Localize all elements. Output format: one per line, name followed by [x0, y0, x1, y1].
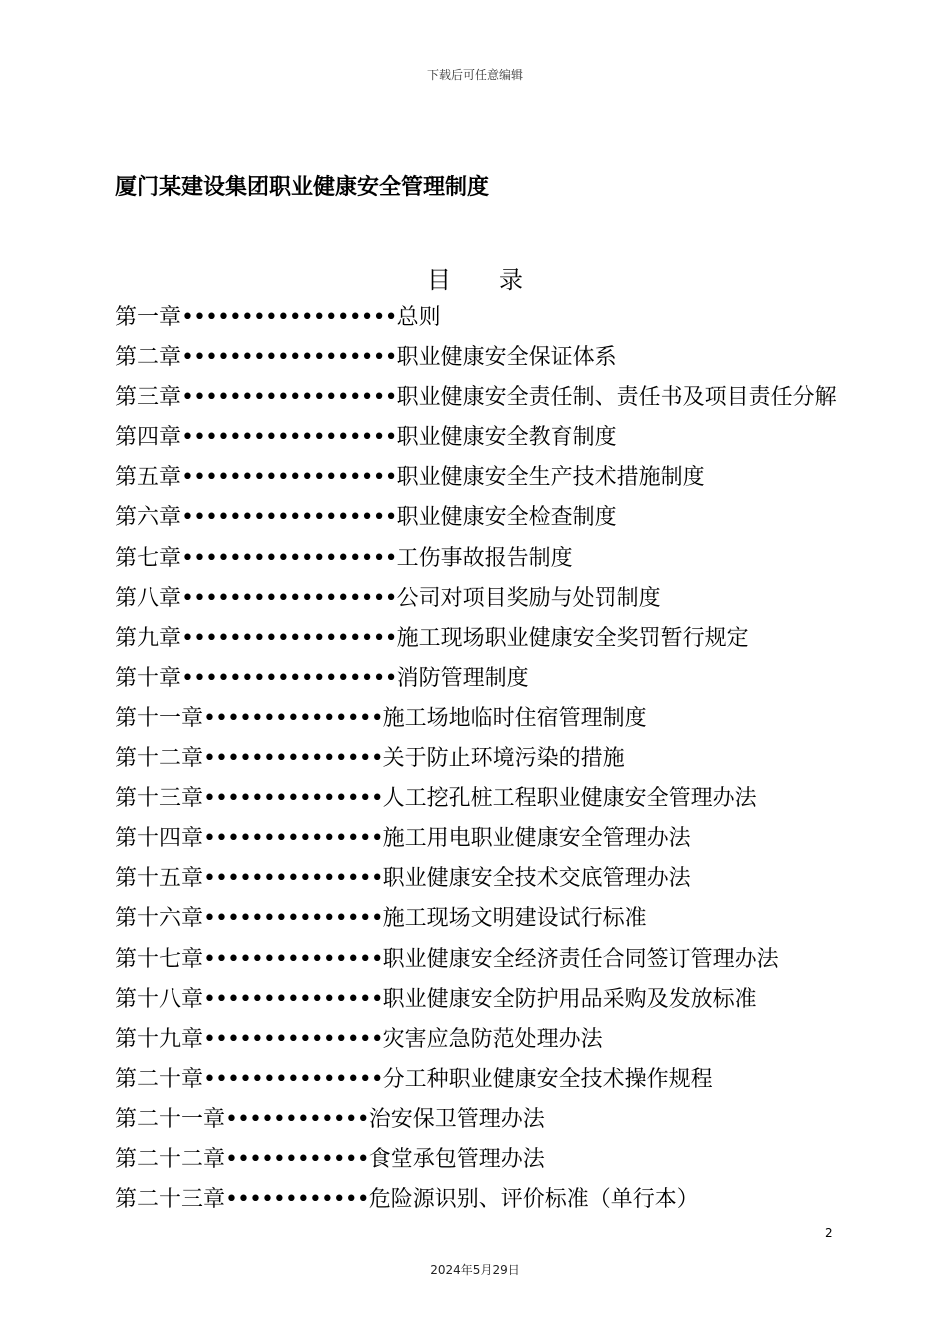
toc-chapter-title: 工伤事故报告制度 [396, 545, 573, 571]
toc-chapter-number: 第二章 [115, 345, 182, 371]
toc-chapter-title: 关于防止环境污染的措施 [382, 746, 625, 772]
toc-leader-dots: ••••••••••••••• [203, 946, 383, 972]
toc-entry[interactable] [115, 859, 835, 899]
toc-chapter-number: 第十八章 [115, 986, 204, 1012]
toc-entry[interactable] [115, 699, 835, 739]
toc-chapter-title: 职业健康安全检查制度 [396, 505, 617, 531]
toc-entry[interactable] [115, 980, 835, 1020]
toc-heading-char-2: 录 [499, 266, 523, 294]
toc-chapter-number: 第十一章 [115, 705, 204, 731]
toc-entry[interactable] [115, 418, 835, 458]
toc-leader-dots: ••••••••••••••• [203, 866, 383, 892]
toc-entry[interactable] [115, 1100, 835, 1140]
toc-chapter-title: 职业健康安全责任制、责任书及项目责任分解 [396, 385, 837, 411]
toc-heading-char-1: 目 [427, 266, 451, 294]
toc-entry[interactable] [115, 458, 835, 498]
toc-chapter-number: 第十九章 [115, 1026, 204, 1052]
toc-chapter-title: 食堂承包管理办法 [368, 1146, 545, 1172]
toc-leader-dots: ••••••••••••••• [203, 906, 383, 932]
toc-entry[interactable] [115, 819, 835, 859]
page-number: 2 [825, 1226, 833, 1240]
toc-chapter-title: 职业健康安全防护用品采购及发放标准 [382, 986, 757, 1012]
toc-entry[interactable] [115, 1140, 835, 1180]
toc-leader-dots: ••••••••••••••• [203, 986, 383, 1012]
toc-chapter-title: 职业健康安全经济责任合同签订管理办法 [382, 946, 779, 972]
toc-chapter-number: 第五章 [115, 465, 182, 491]
toc-leader-dots: •••••••••••••••••• [181, 385, 397, 411]
toc-chapter-title: 职业健康安全生产技术措施制度 [396, 465, 705, 491]
toc-leader-dots: •••••••••••••••••• [181, 585, 397, 611]
toc-chapter-number: 第一章 [115, 305, 182, 330]
toc-leader-dots: ••••••••••••••• [203, 1066, 383, 1092]
toc-leader-dots: •••••••••••••••••• [181, 545, 397, 571]
toc-chapter-title: 公司对项目奖励与处罚制度 [396, 585, 661, 611]
toc-chapter-number: 第十五章 [115, 866, 204, 892]
toc-leader-dots: ••••••••••••••• [203, 746, 383, 772]
toc-heading [0, 260, 950, 295]
toc-entry[interactable] [115, 940, 835, 980]
toc-entry[interactable] [115, 378, 835, 418]
toc-chapter-number: 第二十三章 [115, 1187, 226, 1213]
toc-leader-dots: ••••••••••••••• [203, 826, 383, 852]
toc-chapter-number: 第十三章 [115, 786, 204, 812]
toc-entry[interactable] [115, 498, 835, 538]
toc-chapter-title: 施工现场文明建设试行标准 [382, 906, 647, 932]
toc-leader-dots: •••••••••••••••••• [181, 305, 397, 330]
toc-chapter-title: 治安保卫管理办法 [368, 1106, 545, 1132]
toc-entry[interactable] [115, 1020, 835, 1060]
document-title: 厦门某建设集团职业健康安全管理制度 [115, 175, 490, 200]
toc-entry[interactable] [115, 338, 835, 378]
toc-chapter-title: 消防管理制度 [396, 665, 529, 691]
toc-chapter-title: 施工场地临时住宿管理制度 [382, 705, 647, 731]
toc-chapter-number: 第二十二章 [115, 1146, 226, 1172]
toc-chapter-number: 第三章 [115, 385, 182, 411]
footer-date: 2024年5月29日 [430, 1263, 520, 1277]
toc-chapter-number: 第十七章 [115, 946, 204, 972]
toc-chapter-title: 危险源识别、评价标准（单行本） [368, 1187, 699, 1213]
toc-entry[interactable] [115, 659, 835, 699]
toc-chapter-number: 第八章 [115, 585, 182, 611]
toc-leader-dots: •••••••••••••••••• [181, 345, 397, 371]
toc-chapter-number: 第十四章 [115, 826, 204, 852]
toc-entry[interactable] [115, 579, 835, 619]
toc-chapter-number: 第十二章 [115, 746, 204, 772]
toc-chapter-title: 职业健康安全教育制度 [396, 425, 617, 451]
toc-chapter-number: 第九章 [115, 625, 182, 651]
toc-chapter-number: 第二十一章 [115, 1106, 226, 1132]
toc-entry[interactable] [115, 899, 835, 939]
toc-entry[interactable] [115, 739, 835, 779]
toc-leader-dots: •••••••••••••••••• [181, 465, 397, 491]
toc-chapter-title: 施工用电职业健康安全管理办法 [382, 826, 691, 852]
toc-chapter-number: 第六章 [115, 505, 182, 531]
toc-chapter-number: 第十章 [115, 665, 182, 691]
toc-chapter-title: 人工挖孔桩工程职业健康安全管理办法 [382, 786, 757, 812]
toc-chapter-number: 第二十章 [115, 1066, 204, 1092]
toc-leader-dots: •••••••••••• [225, 1106, 369, 1132]
toc-leader-dots: •••••••••••• [225, 1146, 369, 1172]
toc-leader-dots: •••••••••••••••••• [181, 425, 397, 451]
toc-leader-dots: ••••••••••••••• [203, 786, 383, 812]
toc-leader-dots: •••••••••••••••••• [181, 665, 397, 691]
toc-chapter-number: 第四章 [115, 425, 182, 451]
toc-chapter-title: 职业健康安全技术交底管理办法 [382, 866, 691, 892]
table-of-contents [115, 298, 835, 1220]
page-header-note: 下载后可任意编辑 [426, 68, 523, 82]
toc-leader-dots: •••••••••••••••••• [181, 505, 397, 531]
toc-entry[interactable] [115, 619, 835, 659]
toc-chapter-number: 第七章 [115, 545, 182, 571]
toc-chapter-title: 总则 [396, 305, 441, 330]
toc-leader-dots: •••••••••••••••••• [181, 625, 397, 651]
toc-leader-dots: ••••••••••••••• [203, 705, 383, 731]
toc-entry[interactable] [115, 298, 835, 338]
toc-entry[interactable] [115, 1180, 835, 1220]
toc-chapter-title: 职业健康安全保证体系 [396, 345, 617, 371]
toc-leader-dots: ••••••••••••••• [203, 1026, 383, 1052]
toc-chapter-title: 灾害应急防范处理办法 [382, 1026, 603, 1052]
toc-chapter-title: 分工种职业健康安全技术操作规程 [382, 1066, 713, 1092]
toc-chapter-number: 第十六章 [115, 906, 204, 932]
toc-leader-dots: •••••••••••• [225, 1187, 369, 1213]
toc-entry[interactable] [115, 1060, 835, 1100]
toc-entry[interactable] [115, 539, 835, 579]
toc-chapter-title: 施工现场职业健康安全奖罚暂行规定 [396, 625, 749, 651]
toc-entry[interactable] [115, 779, 835, 819]
